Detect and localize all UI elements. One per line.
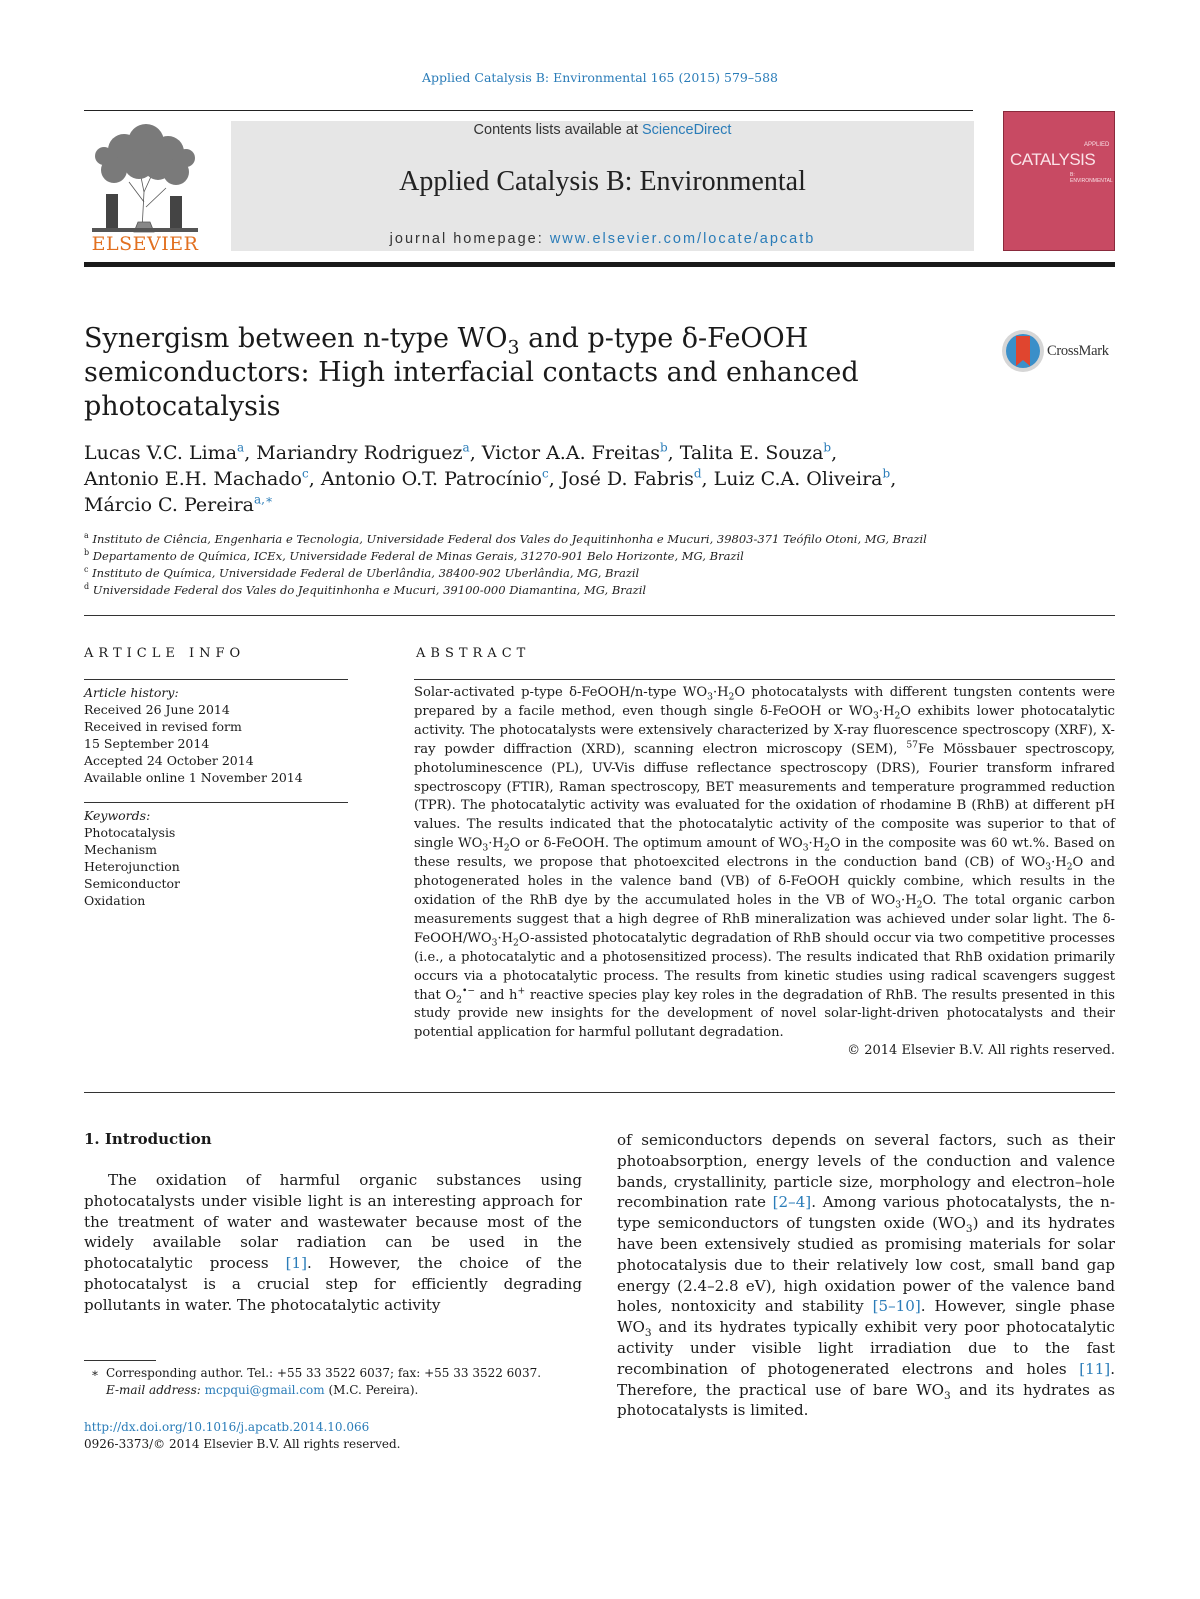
author-list [84,440,1084,518]
history-label: Article history: [84,685,179,700]
crossmark-label[interactable]: CrossMark [1047,343,1109,359]
keyword: Oxidation [84,893,146,908]
keyword: Heterojunction [84,859,180,874]
journal-reference[interactable]: Applied Catalysis B: Environmental 165 (2015) 579–588 [422,70,778,85]
section-heading-introduction: 1. Introduction [84,1130,212,1148]
author[interactable]: Mariandry Rodriguez$^a$, [256,440,482,464]
history-item: 15 September 2014 [84,736,210,751]
keywords-label: Keywords: [84,808,151,823]
keyword: Semiconductor [84,876,180,891]
keyword: Photocatalysis [84,825,176,840]
citation-link[interactable]: [11] [1079,1359,1111,1378]
affiliation: $^c$ Instituto de Química, Universidade Federal de Uberlândia, 38400-902 Uberlândia, MG, Brazil [84,565,640,580]
citation-link[interactable]: [5–10] [872,1297,921,1316]
author[interactable]: José D. Fabris$^d$, [560,466,714,490]
author[interactable]: Luiz C.A. Oliveira$^b$, [713,466,897,490]
history-item: Received 26 June 2014 [84,702,230,717]
homepage-link[interactable]: www.elsevier.com/locate/apcatb [549,231,816,247]
cover-subtitle: B: ENVIRONMENTAL [1070,172,1113,184]
contents-prefix: Contents lists available at [473,122,642,138]
title-part2: and p-type δ-FeOOH semiconductors: High interfacial contacts and enhanced photocatalysis [84,323,859,422]
email-label: E-mail address: [106,1383,205,1397]
article-history [84,684,348,786]
title-part1: Synergism between n-type WO [84,323,508,354]
issn-copyright: 0926-3373/© 2014 Elsevier B.V. All rights reserved. [84,1437,401,1451]
elsevier-wordmark: ELSEVIER [91,233,199,255]
intro-paragraph-left: The oxidation of harmful organic substances using photocatalysts under visible light is an interesting approach for the treatment of water and wastewater because most of the widely available solar radiation can be used in the photocatalytic process [1]. However, the choice of the photocatalyst is a crucial step for efficiently degrading pollutants in water. The photocatalytic activity [84,1171,582,1314]
author[interactable]: Talita E. Souza$^b$, [679,440,838,464]
keyword: Mechanism [84,842,158,857]
article-title [84,322,884,424]
email-suffix: (M.C. Pereira). [324,1383,419,1397]
citation-link[interactable]: [2–4] [772,1193,812,1212]
affiliation: $^d$ Universidade Federal dos Vales do Jequitinhonha e Mucuri, 39100-000 Diamantina, MG, Brazil [84,582,647,597]
corresponding-text: Corresponding author. Tel.: +55 33 3522 6037; fax: +55 33 3522 6037. [106,1366,542,1380]
author[interactable]: Antonio E.H. Machado$^c$, [84,466,321,490]
header-thick-rule [84,262,1115,267]
divider [84,802,348,803]
homepage-line [231,231,974,247]
divider [84,679,348,680]
sciencedirect-link[interactable]: ScienceDirect [642,122,732,138]
author[interactable]: Antonio O.T. Patrocínio$^c$, [320,466,561,490]
corresponding-author-footnote [84,1365,584,1399]
affiliations [84,531,1115,599]
keywords [84,807,348,909]
article-info-heading: ARTICLE INFO [84,646,246,661]
abstract-copyright: © 2014 Elsevier B.V. All rights reserved. [847,1043,1115,1058]
affiliation: $^a$ Instituto de Ciência, Engenharia e Tecnologia, Universidade Federal dos Vales do Jequitinhonha e Mucuri, 39803-371 Teófilo Otoni, MG, Brazil [84,531,927,546]
footnote-star: ∗ [90,1366,100,1380]
contents-line [231,122,974,138]
journal-cover-thumbnail[interactable] [1003,111,1115,251]
divider [84,1092,1115,1093]
history-item: Available online 1 November 2014 [84,770,303,785]
homepage-prefix: journal homepage: [389,231,550,247]
title-subscript: 3 [507,336,520,359]
cover-title: CATALYSIS [1010,150,1096,169]
abstract-body: Solar-activated p-type δ-FeOOH/n-type $WO_3\cdot H_2O$ photocatalysts with different tungsten contents were prepared by a facile method, even though single δ-FeOOH or $WO_3\cdot H_2O$ exhibits lower photocatalytic activity. The photocatalysts were extensively characterized by X-ray fluorescence spectroscopy (XRF), X-ray powder diffraction (XRD), scanning electron microscopy (SEM), $^{57}$Fe Mössbauer spectroscopy, photoluminescence (PL), UV-Vis diffuse reflectance spectroscopy (DRS), Fourier transform infrared spectroscopy (FTIR), Raman spectroscopy, BET measurements and temperature programmed reduction (TPR). The photocatalytic activity was evaluated for the oxidation of rhodamine B (RhB) at different pH values. The results indicated that the photocatalytic activity of the composite was superior to that of single $WO_3\cdot H_2O$ or δ-FeOOH. The optimum amount of $WO_3\cdot H_2O$ in the composite was 60 wt.%. Based on these results, we propose that photoexcited electrons in the conduction band (CB) of $WO_3\cdot H_2O$ and photogenerated holes in the valence band (VB) of δ-FeOOH quickly combine, which results in the oxidation of the RhB dye by the accumulated holes in the VB of $WO_3\cdot H_2O$. The total organic carbon measurements suggest that a high degree of RhB mineralization was achieved under solar light. The $\delta-FeOOH/WO_3\cdot H_2O$-assisted photocatalytic degradation of RhB should occur via two competitive processes (i.e., a photocatalytic and a photosensitized process). The results indicated that RhB oxidation primarily occurs via a photocatalytic process. The results from kinetic studies using radical scavengers suggest that $O_2^{•-}$ and h+ reactive species play key roles in the degradation of RhB. The results presented in this study provide new insights for the development of novel solar-light-driven photocatalysts and their potential application for harmful pollutant degradation. [414,685,1116,1041]
footnote-rule [84,1360,156,1361]
journal-title: Applied Catalysis B: Environmental [399,166,806,197]
intro-paragraph-right: of semiconductors depends on several factors, such as their photoabsorption, energy levels of the conduction and valence bands, crystallinity, particle size, morphology and electron–hole recombination rate [2–4]. Among various photocatalysts, the n-type semiconductors of tungsten oxide $(WO_3)$ and its hydrates have been extensively studied as promising materials for solar photocatalysis due to their relatively low cost, small band gap energy (2.4–2.8 eV), high oxidation power of the valence band holes, nontoxicity and stability [5–10]. However, single phase $WO_3$ and its hydrates typically exhibit very poor photocatalytic activity under visible light irradiation due to the fast recombination of photogenerated electrons and holes [11]. Therefore, the practical use of bare $WO_3$ and its hydrates as photocatalysts is limited. [617,1131,1116,1420]
author[interactable]: Lucas V.C. Lima$^a$, [84,440,257,464]
history-item: Accepted 24 October 2014 [84,753,254,768]
affiliation: $^b$ Departamento de Química, ICEx, Universidade Federal de Minas Gerais, 31270-901 Belo Horizonte, MG, Brazil [84,548,744,563]
history-item: Received in revised form [84,719,242,734]
author[interactable]: Márcio C. Pereira$^{a,∗}$ [84,492,274,516]
email-link[interactable]: mcpqui@gmail.com [204,1383,325,1397]
divider [84,615,1115,616]
doi-link[interactable]: http://dx.doi.org/10.1016/j.apcatb.2014.10.066 [84,1420,370,1434]
abstract-heading: ABSTRACT [416,646,531,661]
author[interactable]: Victor A.A. Freitas$^b$, [481,440,680,464]
cover-applied-text: APPLIED [1084,142,1110,148]
divider [414,679,1115,680]
header-rule [84,110,973,111]
citation-link[interactable]: [1] [285,1254,307,1273]
